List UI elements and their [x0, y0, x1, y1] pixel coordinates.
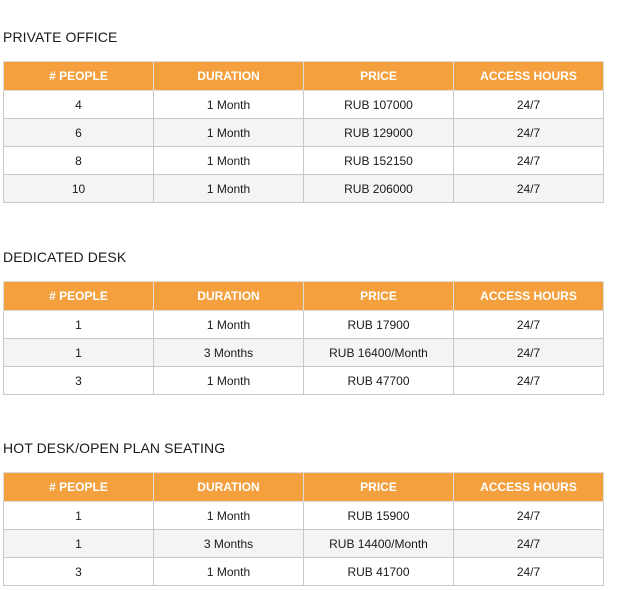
table-row [4, 119, 604, 147]
cell-access-hours: 24/7 [454, 502, 604, 530]
cell-price: RUB 41700 [304, 558, 454, 586]
cell-duration: 1 Month [154, 311, 304, 339]
cell-price: RUB 16400/Month [304, 339, 454, 367]
cell-price: RUB 129000 [304, 119, 454, 147]
cell-access-hours: 24/7 [454, 530, 604, 558]
cell-access-hours: 24/7 [454, 311, 604, 339]
section-title: HOT DESK/OPEN PLAN SEATING [3, 440, 226, 456]
cell-access-hours: 24/7 [454, 175, 604, 203]
table-row [4, 147, 604, 175]
cell-people: 1 [4, 339, 154, 367]
cell-access-hours: 24/7 [454, 558, 604, 586]
column-header-people: # PEOPLE [4, 282, 154, 311]
cell-price: RUB 15900 [304, 502, 454, 530]
cell-duration: 1 Month [154, 91, 304, 119]
cell-duration: 1 Month [154, 367, 304, 395]
cell-duration: 1 Month [154, 119, 304, 147]
table-header-row [4, 62, 604, 91]
column-header-people: # PEOPLE [4, 473, 154, 502]
column-header-access-hours: ACCESS HOURS [454, 62, 604, 91]
cell-duration: 1 Month [154, 558, 304, 586]
table-row [4, 339, 604, 367]
column-header-price: PRICE [304, 473, 454, 502]
cell-price: RUB 206000 [304, 175, 454, 203]
table-row [4, 91, 604, 119]
column-header-duration: DURATION [154, 473, 304, 502]
pricing-table-dedicated-desk [3, 281, 604, 395]
table-row [4, 558, 604, 586]
column-header-price: PRICE [304, 282, 454, 311]
cell-people: 1 [4, 311, 154, 339]
column-header-duration: DURATION [154, 62, 304, 91]
cell-price: RUB 107000 [304, 91, 454, 119]
table-row [4, 311, 604, 339]
cell-people: 4 [4, 91, 154, 119]
cell-people: 3 [4, 367, 154, 395]
cell-people: 10 [4, 175, 154, 203]
cell-access-hours: 24/7 [454, 91, 604, 119]
cell-people: 3 [4, 558, 154, 586]
column-header-duration: DURATION [154, 282, 304, 311]
cell-duration: 1 Month [154, 502, 304, 530]
cell-price: RUB 17900 [304, 311, 454, 339]
cell-people: 1 [4, 530, 154, 558]
column-header-access-hours: ACCESS HOURS [454, 473, 604, 502]
pricing-table-hot-desk [3, 472, 604, 586]
table-row [4, 502, 604, 530]
cell-access-hours: 24/7 [454, 339, 604, 367]
cell-people: 8 [4, 147, 154, 175]
cell-duration: 1 Month [154, 175, 304, 203]
table-row [4, 530, 604, 558]
cell-duration: 3 Months [154, 339, 304, 367]
column-header-access-hours: ACCESS HOURS [454, 282, 604, 311]
cell-price: RUB 14400/Month [304, 530, 454, 558]
table-row [4, 367, 604, 395]
cell-people: 1 [4, 502, 154, 530]
table-header-row [4, 282, 604, 311]
table-header-row [4, 473, 604, 502]
cell-duration: 1 Month [154, 147, 304, 175]
cell-access-hours: 24/7 [454, 367, 604, 395]
column-header-people: # PEOPLE [4, 62, 154, 91]
cell-price: RUB 152150 [304, 147, 454, 175]
cell-access-hours: 24/7 [454, 119, 604, 147]
pricing-table-private-office [3, 61, 604, 203]
table-row [4, 175, 604, 203]
section-title: DEDICATED DESK [3, 249, 127, 265]
cell-people: 6 [4, 119, 154, 147]
section-title: PRIVATE OFFICE [3, 29, 118, 45]
cell-duration: 3 Months [154, 530, 304, 558]
column-header-price: PRICE [304, 62, 454, 91]
cell-price: RUB 47700 [304, 367, 454, 395]
cell-access-hours: 24/7 [454, 147, 604, 175]
